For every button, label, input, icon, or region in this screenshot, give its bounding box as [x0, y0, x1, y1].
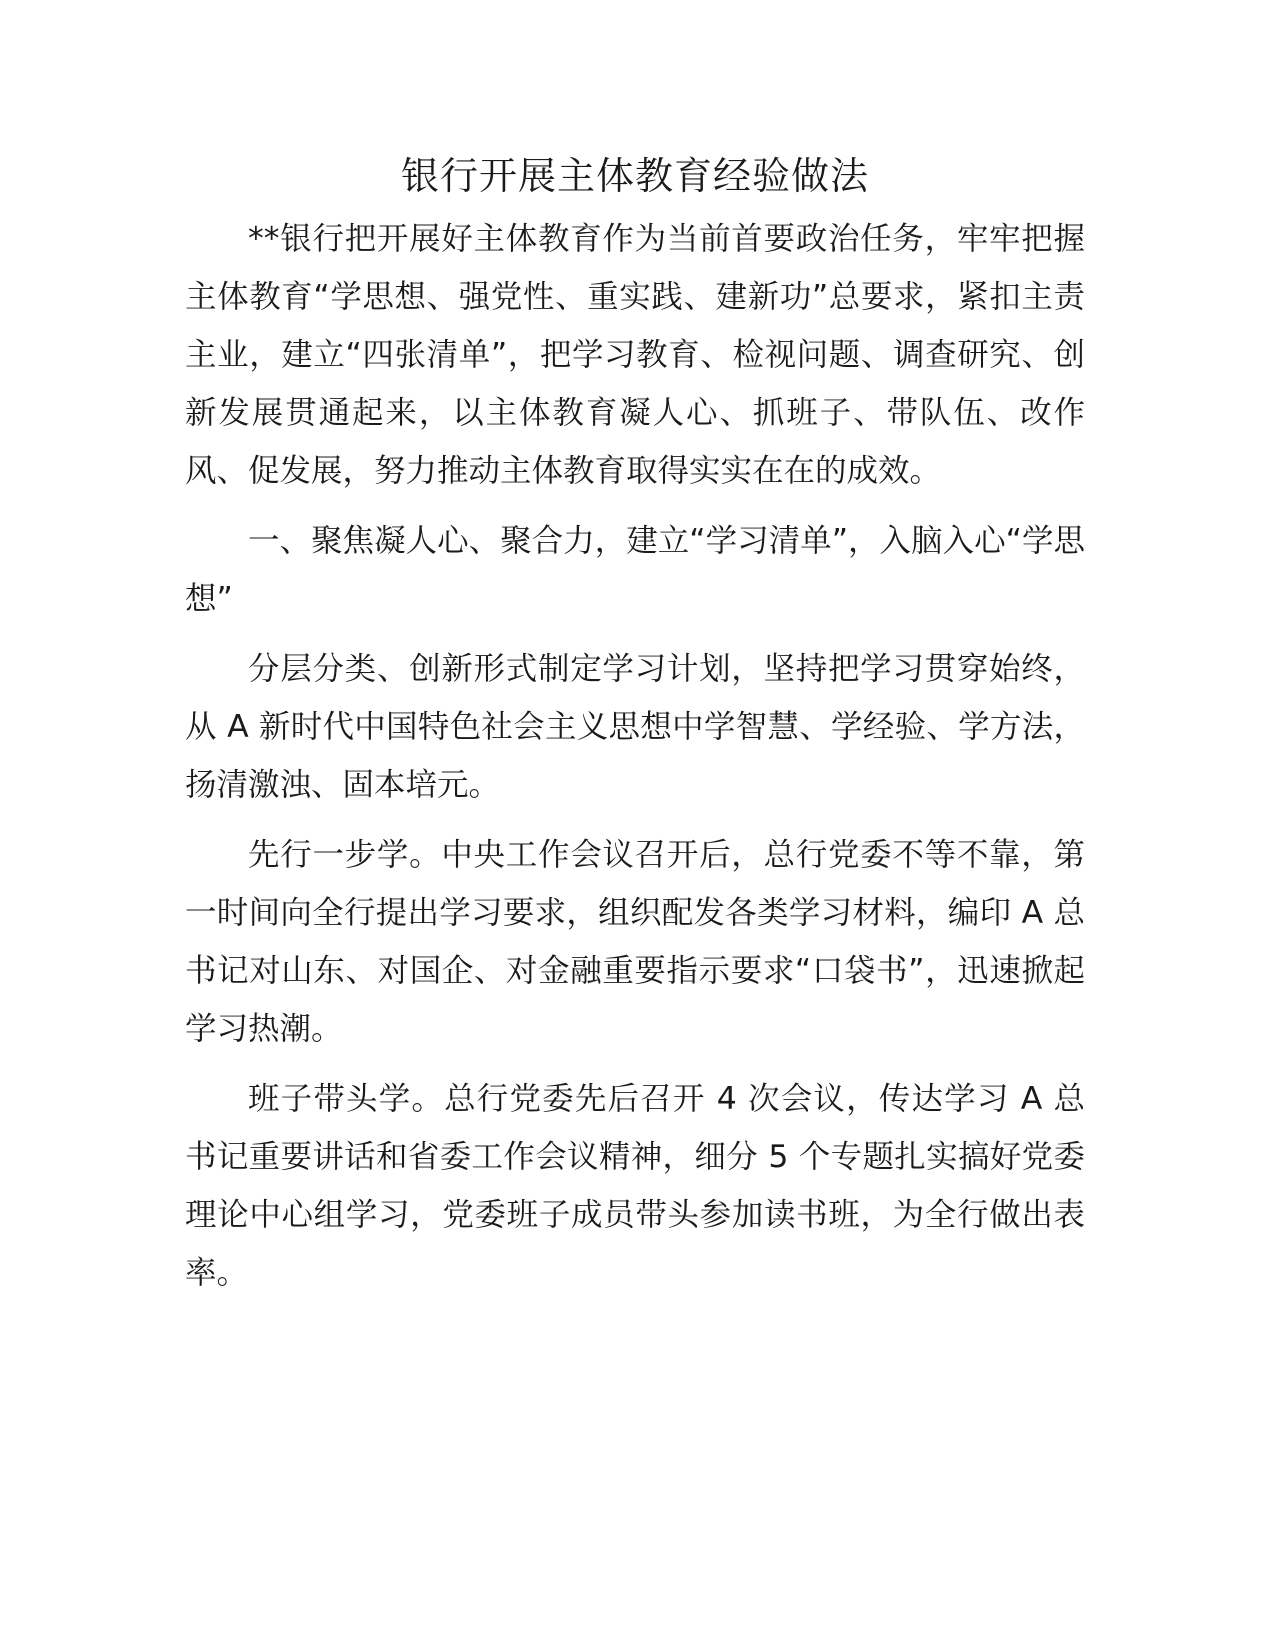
body-paragraph: 先行一步学。中央工作会议召开后，总行党委不等不靠，第一时间向全行提出学习要求，组织配发各类学习材料，编印 A 总书记对山东、对国企、对金融重要指示要求“口袋书”，迅速掀起学习热潮。 — [185, 837, 1085, 1047]
document-title: 银行开展主体教育经验做法 — [400, 154, 869, 198]
body-paragraph: 班子带头学。总行党委先后召开 4 次会议，传达学习 A 总书记重要讲话和省委工作会议精神，细分 5 个专题扎实搞好党委理论中心组学习，党委班子成员带头参加读书班，为全行做出表率。 — [185, 1081, 1085, 1291]
body-paragraph: 分层分类、创新形式制定学习计划，坚持把学习贯穿始终，从 A 新时代中国特色社会主义思想中学智慧、学经验、学方法，扬清激浊、固本培元。 — [185, 651, 1085, 803]
document-body — [185, 150, 1085, 1314]
section-heading-1: 一、聚焦凝人心、聚合力，建立“学习清单”，入脑入心“学思想” — [185, 523, 1085, 617]
intro-paragraph: **银行把开展好主体教育作为当前首要政治任务，牢牢把握主体教育“学思想、强党性、重实践、建新功”总要求，紧扣主责主业，建立“四张清单”，把学习教育、检视问题、调查研究、创新发展贯通起来，以主体教育凝人心、抓班子、带队伍、改作风、促发展，努力推动主体教育取得实实在在的成效。 — [185, 221, 1085, 489]
